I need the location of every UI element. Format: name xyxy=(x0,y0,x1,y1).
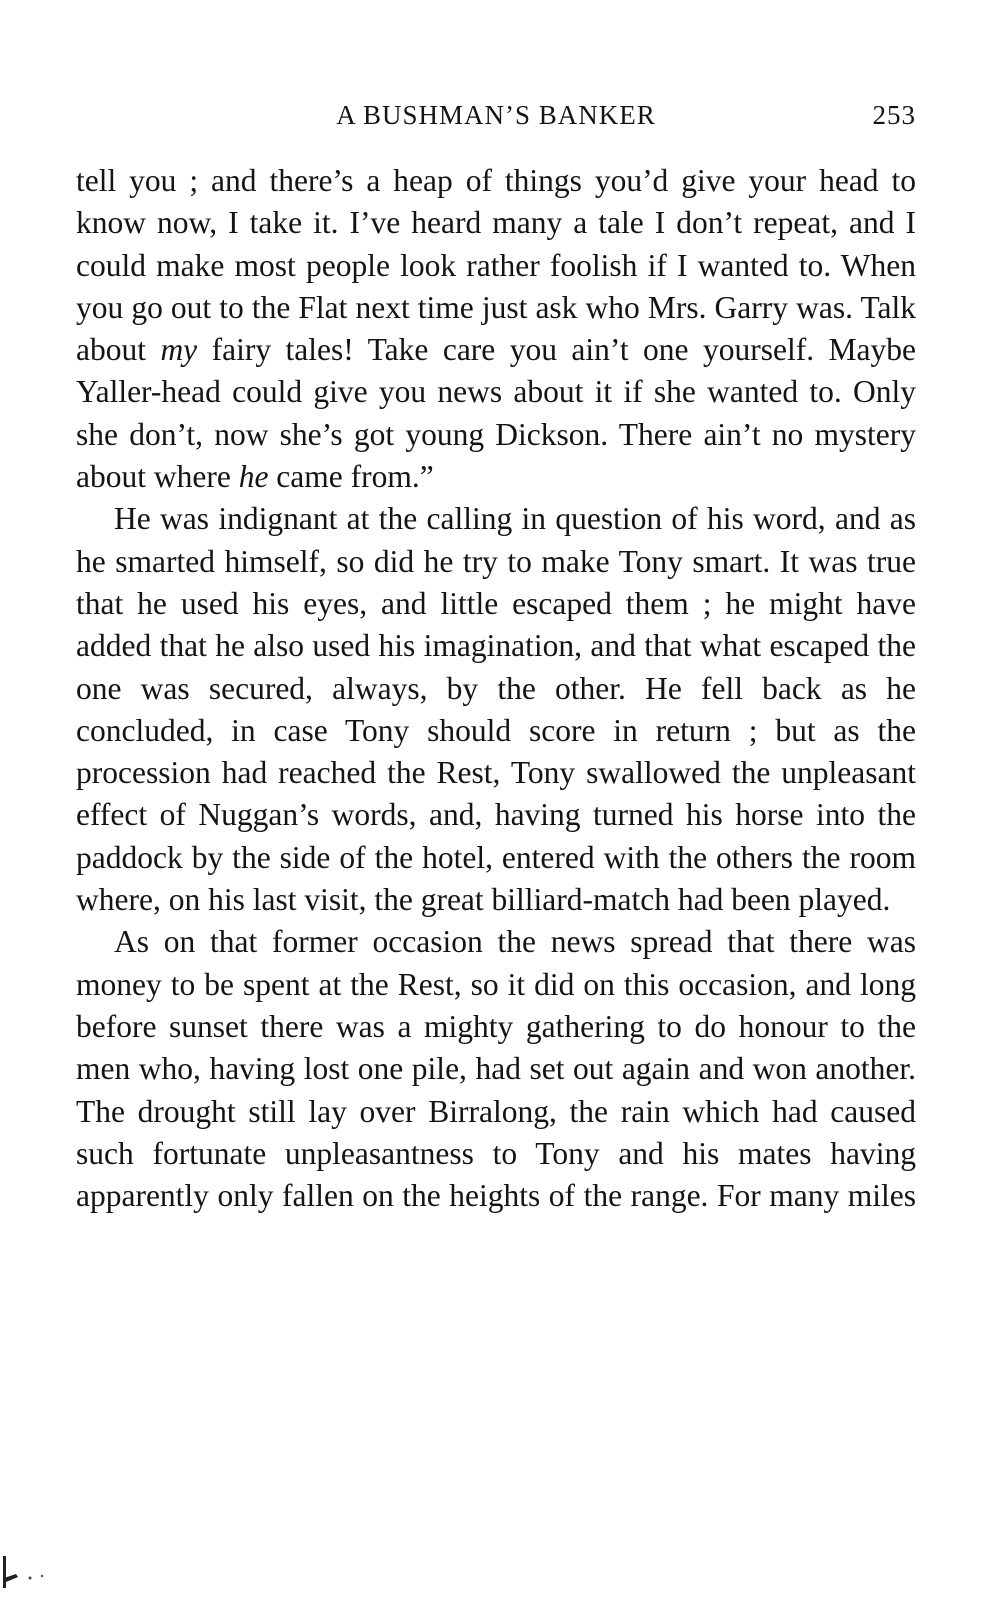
paragraph-1-text-1: tell you ; and there’s a heap of things you’d give your head to know now, I take it. I’ve heard many a tale I don’t repeat, and I could make most people look rather foolish if I wanted to. When you go out to the Flat next time just ask who Mrs. Garry was. Talk about xyxy=(76,163,916,368)
paragraph-1-text-2: fairy tales! Take care you ain’t one yourself. Maybe Yaller-head could give you news about it if she wanted to. Only she don’t, now she’s got young Dickson. There ain’t no mystery about where xyxy=(76,332,916,495)
paragraph-1-italic-my: my xyxy=(160,332,198,368)
paragraph-3-text: As on that former occasion the news spread that there was money to be spent at the Rest, so it did on this occasion, and long before sunset there was a mighty gathering to do honour to the men who, having lost one pile, had set out again and won another. The drought still lay over Birralong, the rain which had caused such fortunate unpleasantness to Tony and his mates having apparently only fallen on the heights of the range. For many miles xyxy=(76,924,916,1214)
running-title: A BUSHMAN’S BANKER xyxy=(336,100,656,130)
paragraph-2-text: He was indignant at the calling in question of his word, and as he smarted himself, so did he try to make Tony smart. It was true that he used his eyes, and little escaped them ; he might have added that he also used his imagination, and that what escaped the one was secured, always, by the other. He fell back as he concluded, in case Tony should score in return ; but as the procession had reached the Rest, Tony swallowed the unpleasant effect of Nuggan’s words, and, having turned his horse into the paddock by the side of the hotel, entered with the others the room where, on his last visit, the great billiard-match had been played. xyxy=(76,501,916,918)
paragraph-1 xyxy=(76,160,916,498)
paragraph-2 xyxy=(76,498,916,921)
paragraph-1-text-3: came from.” xyxy=(268,459,434,495)
paragraph-1-italic-he: he xyxy=(238,459,269,495)
scan-artifact-mark xyxy=(0,1548,60,1598)
paragraph-3 xyxy=(76,921,916,1217)
page-number: 253 xyxy=(872,100,916,130)
running-head xyxy=(76,100,916,140)
body-text xyxy=(76,160,916,1217)
